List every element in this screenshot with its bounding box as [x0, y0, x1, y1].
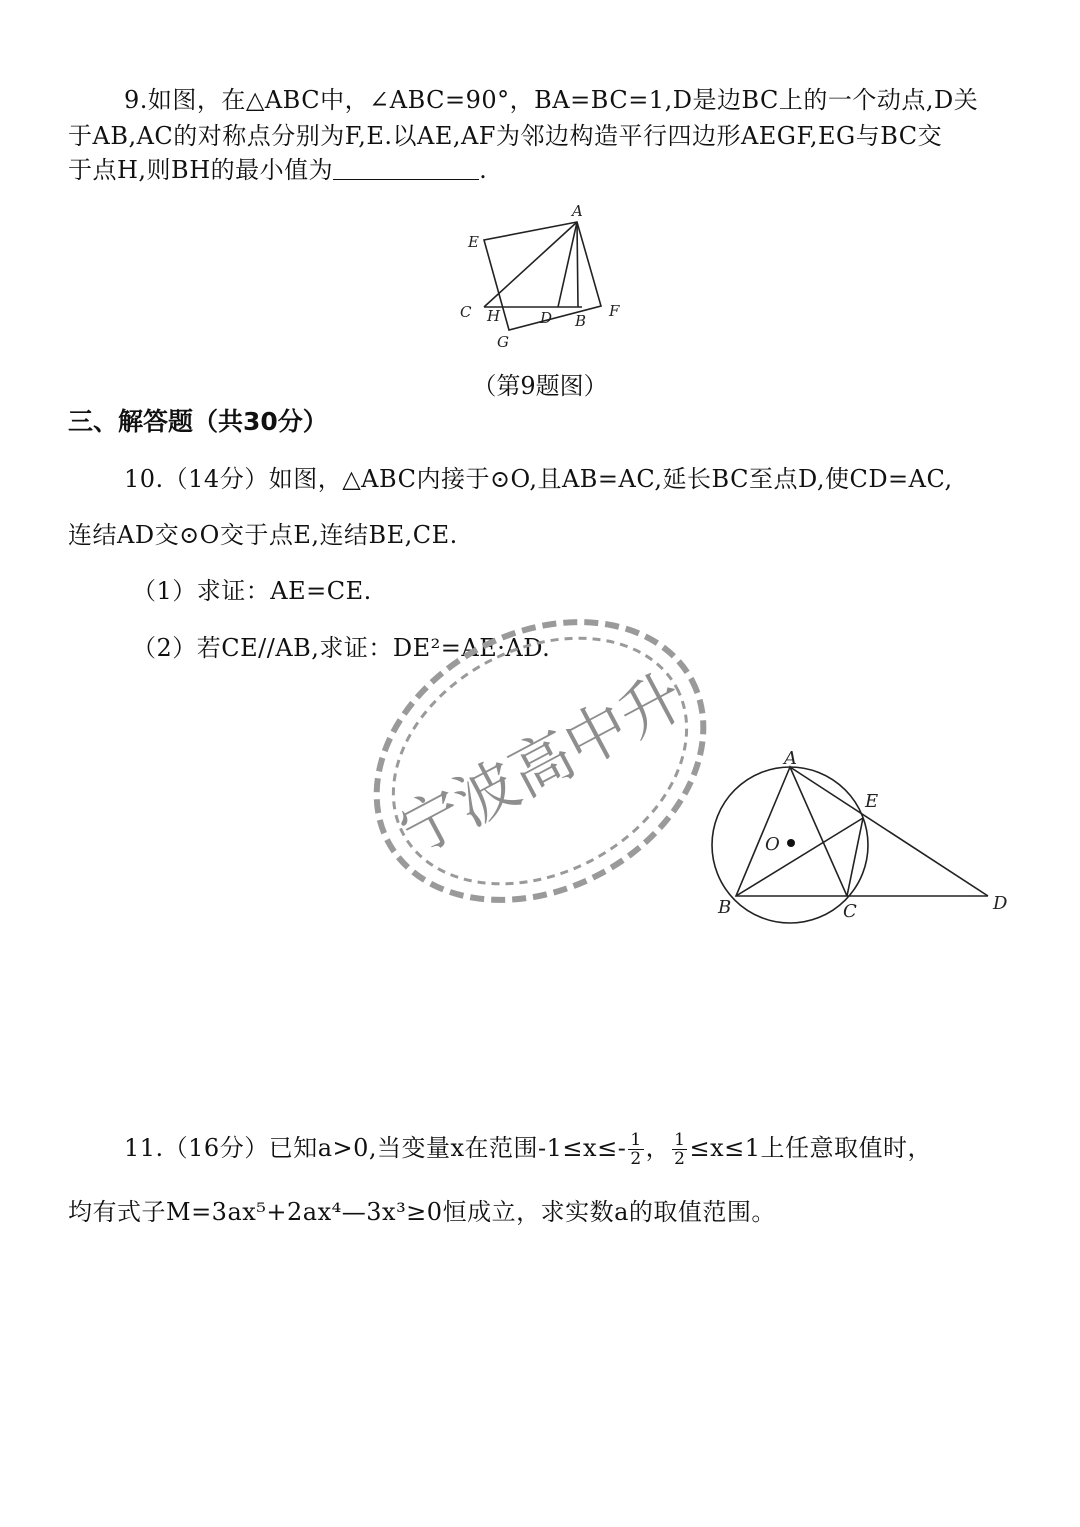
- q11-text-b: ，: [645, 1134, 671, 1162]
- label-f: F: [609, 302, 620, 320]
- triangle-abc: [736, 767, 847, 896]
- fraction-denominator: 2: [630, 1149, 642, 1169]
- label-a: A: [784, 748, 797, 769]
- segment-ad: [790, 767, 988, 896]
- q9-line-2: 于AB,AC的对称点分别为F,E.以AE,AF为邻边构造平行四边形AEGF,EG与BC交: [68, 122, 943, 150]
- q10-part-1: （1）求证：AE=CE.: [132, 577, 372, 605]
- segment-ad: [558, 222, 577, 307]
- label-a: A: [572, 202, 583, 220]
- segment-ac: [484, 222, 577, 307]
- q9-line-1: 9.如图，在△ABC中，∠ABC=90°，BA=BC=1,D是边BC上的一个动点,D关: [124, 86, 979, 114]
- q10-part-2: （2）若CE//AB,求证：DE²=AE·AD.: [132, 634, 551, 662]
- segment-be: [736, 818, 863, 896]
- label-e: E: [468, 233, 479, 251]
- segment-ab: [577, 222, 578, 307]
- label-b: B: [575, 312, 587, 330]
- fraction-numerator: 1: [630, 1130, 642, 1150]
- q9-figure: [450, 198, 630, 358]
- q10-line-2: 连结AD交⊙O交于点E,连结BE,CE.: [68, 521, 458, 549]
- watermark-stamp: [350, 596, 730, 926]
- fraction-numerator: 1: [674, 1130, 686, 1150]
- q9-line-3: [68, 152, 487, 188]
- answer-blank: [333, 153, 479, 180]
- center-dot: [787, 839, 795, 847]
- section-title: 三、解答题（共30分）: [68, 407, 328, 436]
- fraction-denominator: 2: [674, 1149, 686, 1169]
- label-d: D: [993, 893, 1008, 914]
- label-h: H: [487, 307, 501, 325]
- q11-text-c: ≤x≤1上任意取值时，: [689, 1134, 932, 1162]
- q11-text-a: 11.（16分）已知a>0,当变量x在范围-1≤x≤-: [124, 1134, 627, 1162]
- label-g: G: [497, 333, 509, 351]
- label-c: C: [460, 303, 472, 321]
- label-e: E: [865, 791, 879, 812]
- label-b: B: [718, 897, 732, 918]
- q11-line-1: [124, 1130, 932, 1168]
- stamp-text: 宁波高中升: [387, 659, 696, 870]
- q10-figure: [700, 745, 1030, 925]
- fraction-half-2: [672, 1131, 687, 1168]
- label-d: D: [540, 309, 553, 327]
- q9-caption: （第9题图）: [472, 372, 608, 400]
- q11-line-2: 均有式子M=3ax⁵+2ax⁴—3x³≥0恒成立，求实数a的取值范围。: [68, 1198, 776, 1226]
- q9-line-3-period: .: [479, 156, 488, 184]
- q9-line-3-text: 于点H,则BH的最小值为: [68, 156, 334, 184]
- q10-line-1: 10.（14分）如图，△ABC内接于⊙O,且AB=AC,延长BC至点D,使CD=AC,: [124, 465, 953, 493]
- segment-ce: [847, 818, 863, 896]
- label-c: C: [843, 901, 857, 922]
- fraction-half-1: [628, 1131, 643, 1168]
- label-o: O: [765, 834, 780, 855]
